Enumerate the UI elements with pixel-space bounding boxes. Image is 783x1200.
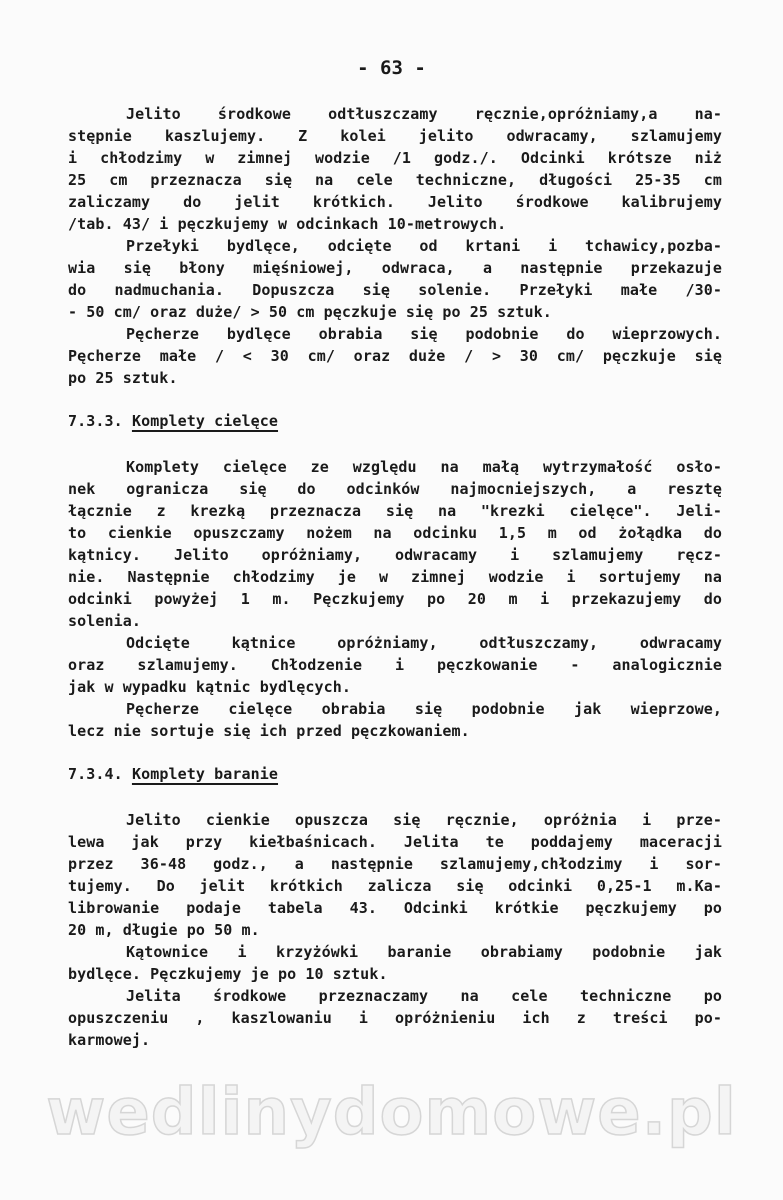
section-title: Komplety baranie [131, 765, 279, 783]
text-line: Komplety cielęce ze względu na małą wytrzymałość osło- [126, 458, 722, 476]
text-line: 20 m, długie po 50 m. [68, 921, 260, 939]
text-line: nie. Następnie chłodzimy je w zimnej wodzie i sortujemy na [68, 568, 722, 586]
text-line: opuszczeniu , kaszlowaniu i opróżnieniu ich z treści po- [68, 1009, 722, 1027]
watermark: wedlinydomowe.pl [46, 1076, 737, 1150]
paragraph [68, 323, 722, 389]
text-line: po 25 sztuk. [68, 369, 178, 387]
text-line: Jelito środkowe odtłuszczamy ręcznie,opróżniamy,a na- [126, 105, 722, 123]
text-line: Pęcherze bydlęce obrabia się podobnie do wieprzowych. [126, 325, 722, 343]
text-line: solenia. [68, 612, 142, 630]
text-line: nek ogranicza się do odcinków najmocniejszych, a resztę [68, 480, 722, 498]
text-line: lecz nie sortuje się ich przed pęczkowaniem. [68, 722, 470, 740]
text-line: Kątownice i krzyżówki baranie obrabiamy podobnie jak [126, 943, 722, 961]
paragraph [68, 809, 722, 941]
text-line: librowanie podaje tabela 43. Odcinki krótkie pęczkujemy po [68, 899, 722, 917]
paragraph [68, 985, 722, 1051]
paragraph [68, 632, 722, 698]
section-heading [68, 410, 722, 432]
paragraph [68, 941, 722, 985]
section-heading [68, 763, 722, 785]
text-line: lewa jak przy kiełbaśnicach. Jelita te poddajemy maceracji [68, 833, 722, 851]
text-line: karmowej. [68, 1031, 151, 1049]
text-line: Pęcherze cielęce obrabia się podobnie jak wieprzowe, [126, 700, 722, 718]
paragraph [68, 698, 722, 742]
text-line: /tab. 43/ i pęczkujemy w odcinkach 10-metrowych. [68, 215, 507, 233]
text-line: wia się błony mięśniowej, odwraca, a następnie przekazuje [68, 259, 722, 277]
text-line: do nadmuchania. Dopuszcza się solenie. Przełyki małe /30- [68, 281, 722, 299]
text-line: Przełyki bydlęce, odcięte od krtani i tchawicy,pozba- [126, 237, 722, 255]
paragraph [68, 456, 722, 632]
text-line: łącznie z krezką przeznacza się na "krezki cielęce". Jeli- [68, 502, 722, 520]
section-number: 7.3.3. [68, 412, 123, 430]
text-line: kątnicy. Jelito opróżniamy, odwracamy i szlamujemy ręcz- [68, 546, 722, 564]
text-line: 25 cm przeznacza się na cele techniczne, długości 25-35 cm [68, 171, 722, 189]
text-line: Jelita środkowe przeznaczamy na cele techniczne po [126, 987, 722, 1005]
text-line: bydlęce. Pęczkujemy je po 10 sztuk. [68, 965, 388, 983]
document-body [68, 103, 722, 1051]
text-line: zaliczamy do jelit krótkich. Jelito środkowe kalibrujemy [68, 193, 722, 211]
text-line: Pęcherze małe / < 30 cm/ oraz duże / > 30 cm/ pęczkuje się [68, 347, 722, 365]
text-line: Odcięte kątnice opróżniamy, odtłuszczamy, odwracamy [126, 634, 722, 652]
text-line: i chłodzimy w zimnej wodzie /1 godz./. Odcinki krótsze niż [68, 149, 722, 167]
text-line: - 50 cm/ oraz duże/ > 50 cm pęczkuje się po 25 sztuk. [68, 303, 552, 321]
paragraph [68, 103, 722, 235]
section-title: Komplety cielęce [131, 412, 279, 430]
page-number: - 63 - [357, 57, 426, 79]
text-line: oraz szlamujemy. Chłodzenie i pęczkowanie - analogicznie [68, 656, 722, 674]
text-line: przez 36-48 godz., a następnie szlamujemy,chłodzimy i sor- [68, 855, 722, 873]
paragraph [68, 235, 722, 323]
text-line: odcinki powyżej 1 m. Pęczkujemy po 20 m i przekazujemy do [68, 590, 722, 608]
text-line: to cienkie opuszczamy nożem na odcinku 1,5 m od żołądka do [68, 524, 722, 542]
text-line: stępnie kaszlujemy. Z kolei jelito odwracamy, szlamujemy [68, 127, 722, 145]
section-number: 7.3.4. [68, 765, 123, 783]
text-line: Jelito cienkie opuszcza się ręcznie, opróżnia i prze- [126, 811, 722, 829]
text-line: jak w wypadku kątnic bydlęcych. [68, 678, 352, 696]
text-line: tujemy. Do jelit krótkich zalicza się odcinki 0,25-1 m.Ka- [68, 877, 722, 895]
